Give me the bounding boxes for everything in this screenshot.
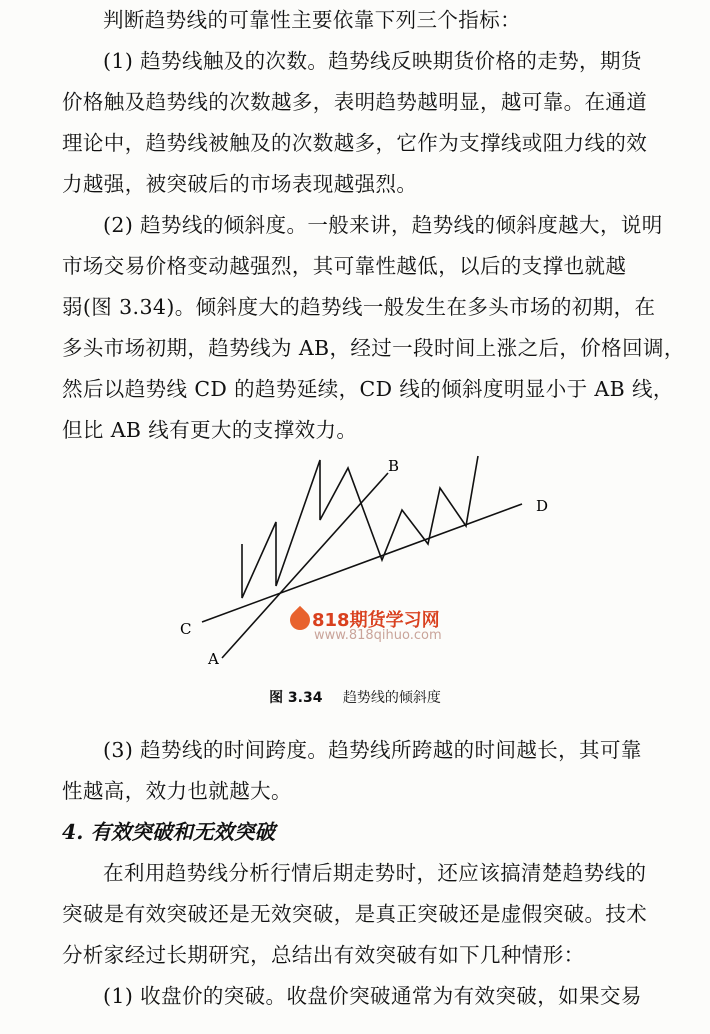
text-line: (1) 收盘价的突破。收盘价突破通常为有效突破，如果交易 <box>103 984 642 1008</box>
label-c: C <box>180 620 192 638</box>
text-line: 性越高，效力也就越大。 <box>62 779 292 803</box>
point-3-paragraph <box>62 730 672 812</box>
text-line: 多头市场初期，趋势线为 AB，经过一段时间上涨之后，价格回调， <box>62 336 685 360</box>
figure-caption <box>0 688 710 708</box>
text-line: 市场交易价格变动越强烈，其可靠性越低，以后的支撑也就越 <box>62 254 627 278</box>
section-4-paragraph <box>62 853 672 976</box>
text-line: 分析家经过长期研究，总结出有效突破有如下几种情形： <box>62 943 585 967</box>
text-line: 然后以趋势线 CD 的趋势延续，CD 线的倾斜度明显小于 AB 线， <box>62 377 674 401</box>
text-line: 在利用趋势线分析行情后期走势时，还应该搞清楚趋势线的 <box>103 861 647 885</box>
intro-paragraph <box>62 0 672 41</box>
figure-number: 图 3.34 <box>269 690 323 706</box>
text-line: (1) 趋势线触及的次数。趋势线反映期货价格的走势，期货 <box>103 49 642 73</box>
watermark-url: www.818qihuo.com <box>314 628 442 643</box>
text-line: 突破是有效突破还是无效突破，是真正突破还是虚假突破。技术 <box>62 902 648 926</box>
point-2-paragraph <box>62 205 685 451</box>
watermark <box>290 606 470 650</box>
trendline-cd <box>202 504 522 622</box>
section-4-heading: 4. 有效突破和无效突破 <box>62 820 276 844</box>
point-4-paragraph <box>62 976 672 1017</box>
text-line: 但比 AB 线有更大的支撑效力。 <box>62 418 358 442</box>
label-a: A <box>208 650 219 668</box>
figure-title: 趋势线的倾斜度 <box>342 690 441 706</box>
text-line: 判断趋势线的可靠性主要依靠下列三个指标： <box>103 8 521 32</box>
text-line: 弱(图 3.34)。倾斜度大的趋势线一般发生在多头市场的初期，在 <box>62 295 656 319</box>
text-line: (2) 趋势线的倾斜度。一般来讲，趋势线的倾斜度越大，说明 <box>103 213 663 237</box>
flame-logo-icon <box>286 606 314 634</box>
point-1-paragraph <box>62 41 672 205</box>
price-path <box>242 456 478 598</box>
watermark-brand: 818期货学习网 <box>312 610 440 631</box>
text-line: 价格触及趋势线的次数越多，表明趋势越明显，越可靠。在通道 <box>62 90 648 114</box>
text-line: (3) 趋势线的时间跨度。趋势线所跨越的时间越长，其可靠 <box>103 738 642 762</box>
label-b: B <box>388 457 400 475</box>
text-line: 理论中，趋势线被触及的次数越多，它作为支撑线或阻力线的效 <box>62 131 648 155</box>
text-line: 力越强，被突破后的市场表现越强烈。 <box>62 172 418 196</box>
label-d: D <box>536 497 549 515</box>
